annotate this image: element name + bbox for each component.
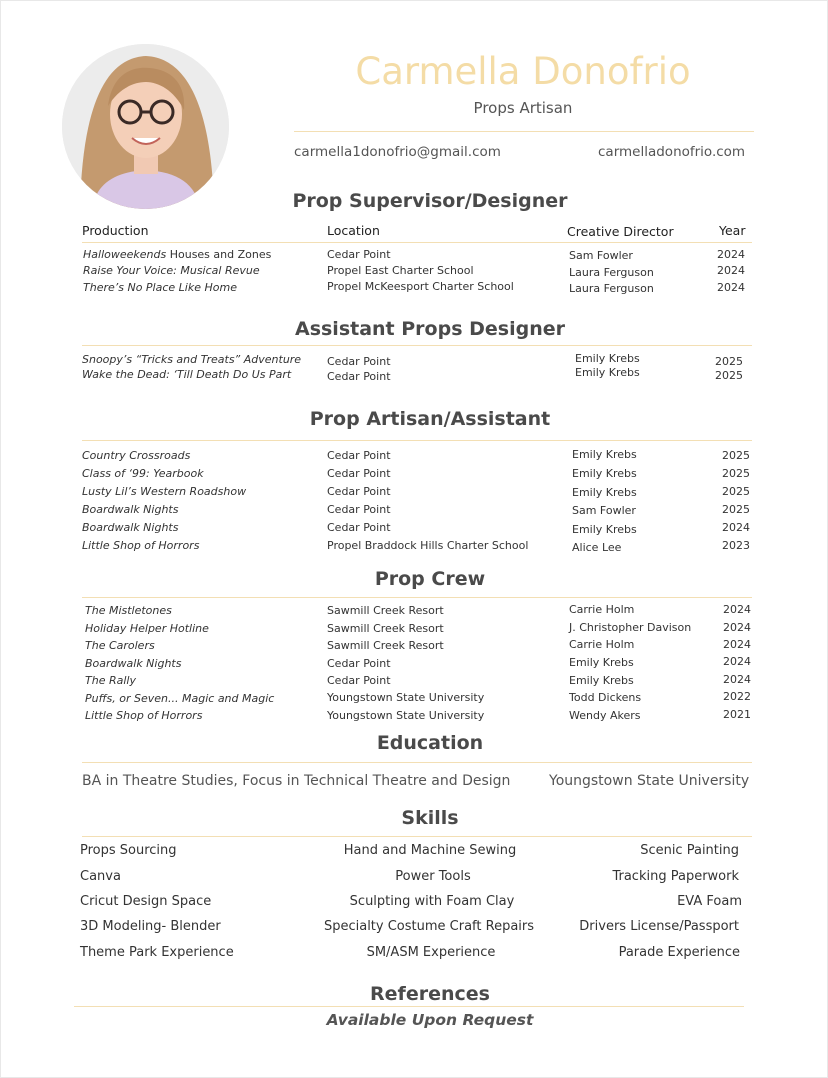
- production-location: Youngstown State University: [327, 709, 485, 722]
- section-divider: [82, 440, 752, 441]
- email-link[interactable]: carmella1donofrio@gmail.com: [294, 144, 501, 160]
- production-director: Alice Lee: [572, 541, 622, 554]
- candidate-name: Carmella Donofrio: [355, 50, 691, 93]
- production-location: Cedar Point: [327, 248, 391, 261]
- production-location: Cedar Point: [327, 657, 391, 670]
- production-location: Cedar Point: [327, 370, 391, 383]
- production-director: Carrie Holm: [569, 638, 635, 651]
- portrait-image: [62, 44, 229, 209]
- production-director: Sam Fowler: [572, 504, 636, 517]
- education-school: Youngstown State University: [549, 773, 750, 789]
- section-title-education: Education: [376, 732, 484, 754]
- production-year: 2024: [723, 673, 751, 686]
- production-title: Puffs, or Seven... Magic and Magic: [85, 692, 275, 705]
- production-title: Raise Your Voice: Musical Revue: [83, 264, 260, 277]
- production-year: 2024: [723, 655, 751, 668]
- skill-item: Parade Experience: [618, 945, 740, 960]
- production-year: 2023: [722, 539, 750, 552]
- production-location: Sawmill Creek Resort: [327, 604, 444, 617]
- production-year: 2024: [717, 264, 745, 277]
- section-title-assistant-designer: Assistant Props Designer: [294, 318, 565, 340]
- column-header-production: Production: [82, 223, 149, 238]
- column-header-creative-director: Creative Director: [567, 224, 674, 239]
- website-link[interactable]: carmelladonofrio.com: [598, 144, 746, 160]
- header-divider: [294, 131, 754, 132]
- production-location: Cedar Point: [327, 449, 391, 462]
- production-title: There’s No Place Like Home: [83, 281, 237, 294]
- section-title-artisan: Prop Artisan/Assistant: [309, 408, 551, 430]
- production-title: The Carolers: [85, 639, 155, 652]
- production-director: Emily Krebs: [572, 467, 637, 480]
- production-title-rest: Houses and Zones: [166, 248, 272, 261]
- skill-item: Tracking Paperwork: [612, 869, 739, 884]
- production-title: The Rally: [85, 674, 136, 687]
- production-year: 2024: [722, 521, 750, 534]
- production-location: Cedar Point: [327, 503, 391, 516]
- skill-item: Sculpting with Foam Clay: [349, 894, 515, 909]
- profile-photo: [62, 44, 229, 209]
- section-divider: [82, 762, 752, 763]
- education-degree: BA in Theatre Studies, Focus in Technical Theatre and Design: [82, 773, 511, 789]
- skill-item: Drivers License/Passport: [579, 919, 739, 934]
- skill-item: EVA Foam: [677, 894, 742, 909]
- production-location: Cedar Point: [327, 674, 391, 687]
- production-year: 2025: [722, 485, 750, 498]
- production-year: 2024: [723, 603, 751, 616]
- production-director: Carrie Holm: [569, 603, 635, 616]
- column-header-location: Location: [327, 223, 380, 238]
- production-location: Propel East Charter School: [327, 264, 474, 277]
- production-location: Cedar Point: [327, 355, 391, 368]
- production-year: 2025: [715, 369, 743, 382]
- production-year: 2022: [723, 690, 751, 703]
- production-director: Emily Krebs: [575, 366, 640, 379]
- skill-item: Hand and Machine Sewing: [343, 843, 517, 858]
- production-title: Snoopy’s “Tricks and Treats” Adventure: [82, 353, 302, 366]
- production-director: Todd Dickens: [569, 691, 642, 704]
- production-director: Laura Ferguson: [569, 282, 654, 295]
- skill-item: Cricut Design Space: [80, 894, 212, 909]
- production-title-italic: Halloweekends: [83, 248, 167, 261]
- production-title: The Mistletones: [85, 604, 172, 617]
- section-divider: [82, 345, 752, 346]
- section-title-skills: Skills: [401, 807, 459, 829]
- skill-item: Canva: [80, 869, 121, 884]
- skill-item: Power Tools: [395, 869, 471, 884]
- production-title: Little Shop of Horrors: [82, 539, 200, 552]
- production-director: Sam Fowler: [569, 249, 633, 262]
- production-director: Emily Krebs: [575, 352, 640, 365]
- production-title: Holiday Helper Hotline: [85, 622, 209, 635]
- production-director: Emily Krebs: [572, 486, 637, 499]
- production-location: Cedar Point: [327, 485, 391, 498]
- section-title-crew: Prop Crew: [374, 568, 486, 590]
- production-location: Cedar Point: [327, 467, 391, 480]
- production-location: Propel Braddock Hills Charter School: [327, 539, 529, 552]
- production-title: Little Shop of Horrors: [85, 709, 203, 722]
- production-year: 2024: [723, 638, 751, 651]
- production-title: Boardwalk Nights: [82, 521, 179, 534]
- production-location: Sawmill Creek Resort: [327, 639, 444, 652]
- production-year: 2025: [722, 449, 750, 462]
- section-divider: [82, 242, 752, 243]
- production-year: 2021: [723, 708, 751, 721]
- skill-item: Scenic Painting: [640, 843, 739, 858]
- section-divider: [82, 597, 752, 598]
- section-title-supervisor: Prop Supervisor/Designer: [292, 190, 568, 212]
- production-title: Lusty Lil’s Western Roadshow: [82, 485, 247, 498]
- production-director: Emily Krebs: [572, 523, 637, 536]
- production-title: Wake the Dead: ‘Till Death Do Us Part: [82, 368, 292, 381]
- candidate-role: Props Artisan: [473, 99, 573, 117]
- production-director: J. Christopher Davison: [569, 621, 692, 634]
- section-divider: [74, 1006, 744, 1007]
- skill-item: Specialty Costume Craft Repairs: [323, 919, 535, 934]
- skill-item: Props Sourcing: [80, 843, 177, 858]
- production-director: Emily Krebs: [569, 674, 634, 687]
- section-title-references: References: [370, 983, 490, 1005]
- column-header-year: Year: [719, 223, 746, 238]
- production-location: Propel McKeesport Charter School: [327, 280, 514, 293]
- production-director: Wendy Akers: [569, 709, 641, 722]
- production-title: Class of ‘99: Yearbook: [82, 467, 204, 480]
- production-location: Sawmill Creek Resort: [327, 622, 444, 635]
- production-year: 2024: [717, 248, 745, 261]
- production-title: Boardwalk Nights: [82, 503, 179, 516]
- skill-item: 3D Modeling- Blender: [80, 919, 221, 934]
- production-director: Laura Ferguson: [569, 266, 654, 279]
- production-title: Country Crossroads: [82, 449, 191, 462]
- skill-item: Theme Park Experience: [80, 945, 234, 960]
- production-location: Youngstown State University: [327, 691, 485, 704]
- section-divider: [82, 836, 752, 837]
- production-title: [83, 248, 271, 261]
- production-year: 2025: [722, 503, 750, 516]
- references-note: Available Upon Request: [326, 1011, 534, 1029]
- production-year: 2024: [717, 281, 745, 294]
- production-director: Emily Krebs: [572, 448, 637, 461]
- production-title: Boardwalk Nights: [85, 657, 182, 670]
- production-year: 2024: [723, 621, 751, 634]
- production-year: 2025: [722, 467, 750, 480]
- skill-item: SM/ASM Experience: [366, 945, 496, 960]
- production-location: Cedar Point: [327, 521, 391, 534]
- production-director: Emily Krebs: [569, 656, 634, 669]
- production-year: 2025: [715, 355, 743, 368]
